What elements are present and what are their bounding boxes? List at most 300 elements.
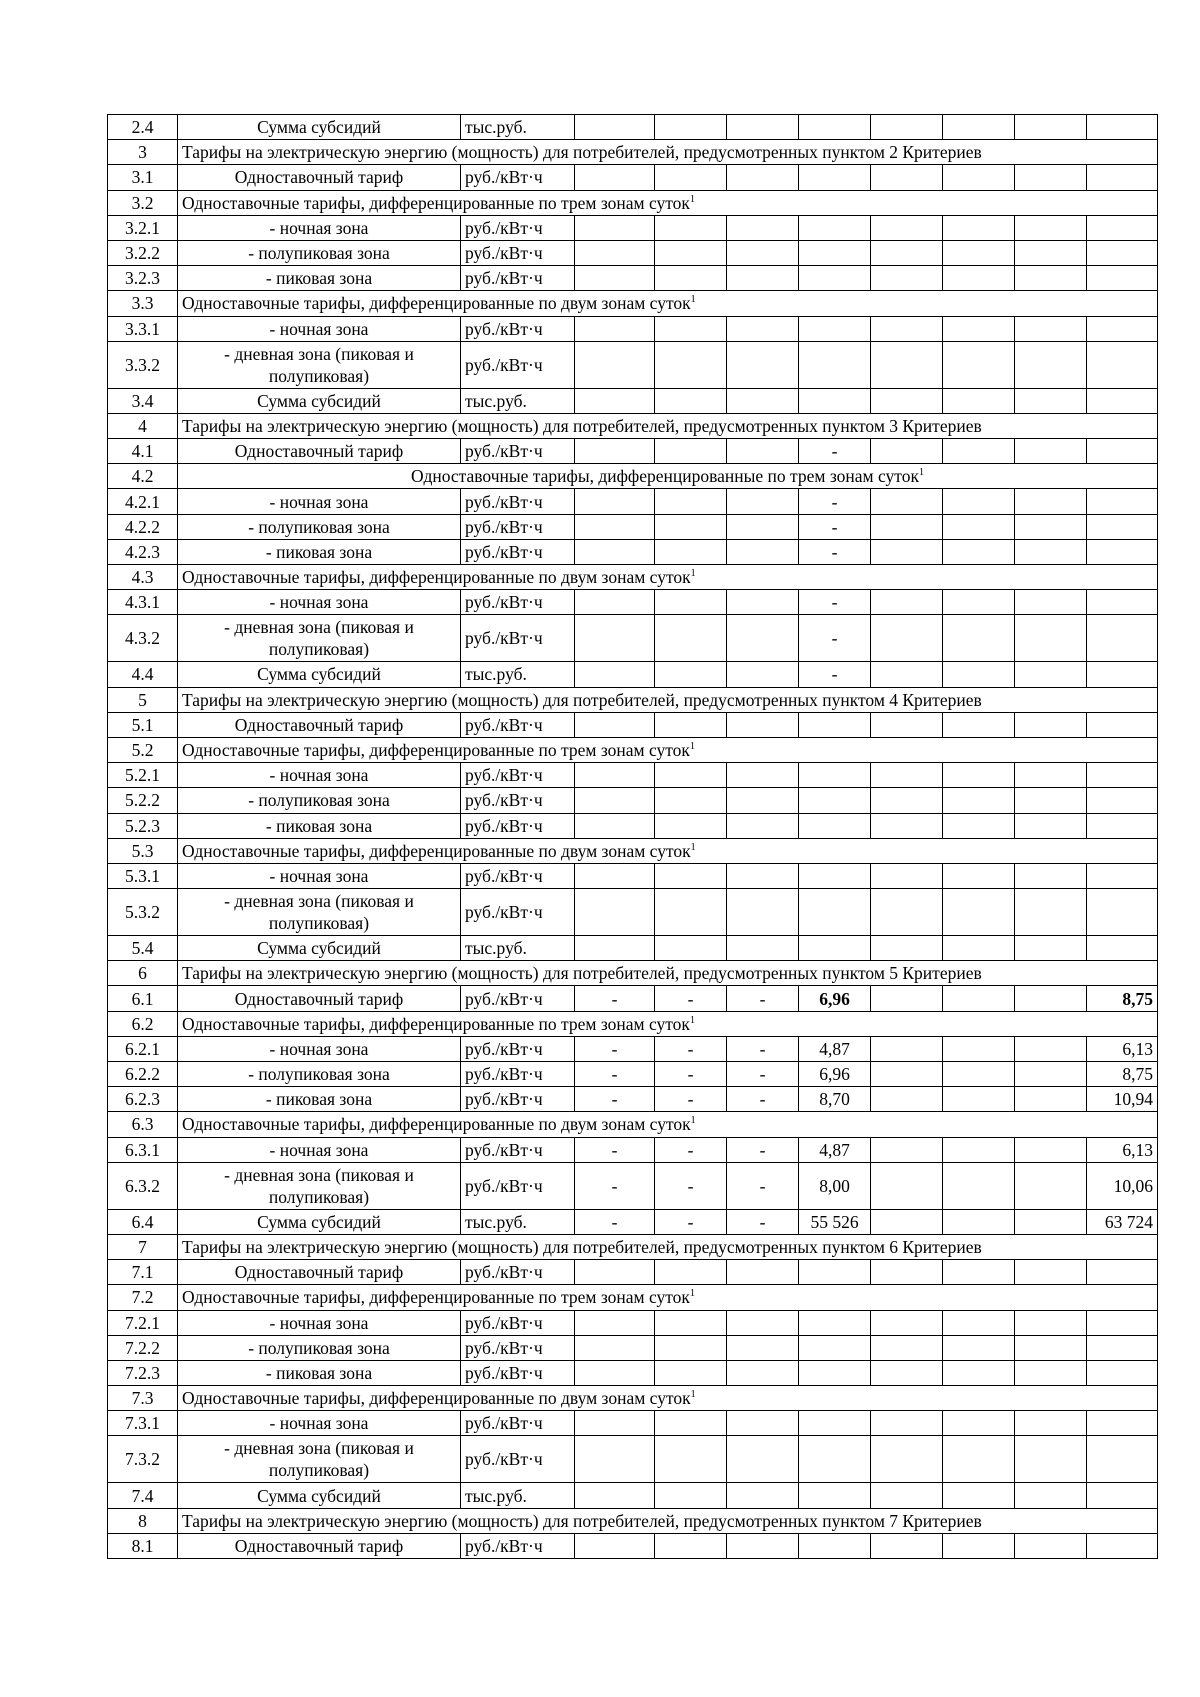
footnote-marker: 1: [689, 1014, 695, 1026]
section-title: Тарифы на электрическую энергию (мощность) для потребителей, предусмотренных пунктом 6 Критериев: [182, 1237, 982, 1258]
section-title-cell: [178, 1112, 1158, 1137]
table-row: [108, 788, 1158, 813]
value-cell: [1087, 1335, 1158, 1360]
row-name: - полупиковая зона: [178, 1335, 461, 1360]
table-row: [108, 1411, 1158, 1436]
row-name: - пиковая зона: [178, 266, 461, 291]
section-title: Тарифы на электрическую энергию (мощность) для потребителей, предусмотренных пунктом 4 Критериев: [182, 689, 982, 710]
row-number: 7.1: [108, 1260, 178, 1285]
table-row: [108, 1137, 1158, 1162]
row-unit: руб./кВт·ч: [461, 986, 575, 1011]
row-unit: тыс.руб.: [461, 936, 575, 961]
value-cell: [575, 388, 655, 413]
section-row: [108, 737, 1158, 762]
row-number: 7.2.3: [108, 1360, 178, 1385]
section-row: [108, 1285, 1158, 1310]
row-unit: руб./кВт·ч: [461, 615, 575, 662]
value-cell: [575, 240, 655, 265]
value-cell: [1015, 1483, 1087, 1508]
value-cell: [1015, 514, 1087, 539]
row-unit: руб./кВт·ч: [461, 1062, 575, 1087]
row-number: 6.2.3: [108, 1087, 178, 1112]
row-unit: руб./кВт·ч: [461, 514, 575, 539]
row-number: 4.2.2: [108, 514, 178, 539]
row-unit: руб./кВт·ч: [461, 1310, 575, 1335]
value-cell: [655, 240, 727, 265]
value-cell: [1015, 1137, 1087, 1162]
section-row: [108, 961, 1158, 986]
value-cell: [943, 615, 1015, 662]
value-cell: [575, 763, 655, 788]
value-cell: [1015, 763, 1087, 788]
value-cell: [1087, 1483, 1158, 1508]
value-cell: [799, 1483, 871, 1508]
row-unit: тыс.руб.: [461, 1483, 575, 1508]
value-cell: [1015, 1062, 1087, 1087]
value-cell: [943, 215, 1015, 240]
value-cell: [871, 763, 943, 788]
row-unit: руб./кВт·ч: [461, 763, 575, 788]
row-number: 3.1: [108, 165, 178, 190]
row-name: Одноставочный тариф: [178, 439, 461, 464]
value-cell: [655, 863, 727, 888]
row-name: Одноставочный тариф: [178, 1260, 461, 1285]
row-name: - ночная зона: [178, 1411, 461, 1436]
value-cell: [943, 539, 1015, 564]
value-cell: [575, 1310, 655, 1335]
value-cell: [727, 388, 799, 413]
row-name: Одноставочный тариф: [178, 1533, 461, 1558]
row-unit: руб./кВт·ч: [461, 1360, 575, 1385]
value-cell: [575, 165, 655, 190]
value-cell: -: [799, 662, 871, 687]
value-cell: [799, 1436, 871, 1483]
value-cell: [655, 1260, 727, 1285]
value-cell: [727, 813, 799, 838]
value-cell: [943, 662, 1015, 687]
row-name: Одноставочный тариф: [178, 986, 461, 1011]
value-cell: -: [575, 1087, 655, 1112]
row-number: 4.2.3: [108, 539, 178, 564]
table-row: [108, 539, 1158, 564]
value-cell: [1087, 439, 1158, 464]
value-cell: 4,87: [799, 1036, 871, 1061]
value-cell: [1087, 863, 1158, 888]
value-cell: [871, 341, 943, 388]
value-cell: [871, 1310, 943, 1335]
value-cell: [1015, 1335, 1087, 1360]
value-cell: [727, 1436, 799, 1483]
value-cell: [655, 662, 727, 687]
value-cell: [871, 1062, 943, 1087]
value-cell: [871, 115, 943, 140]
value-cell: [799, 1310, 871, 1335]
value-cell: [575, 936, 655, 961]
value-cell: [1087, 215, 1158, 240]
section-row: [108, 1112, 1158, 1137]
section-row: [108, 565, 1158, 590]
row-name: - ночная зона: [178, 863, 461, 888]
row-name: - полупиковая зона: [178, 240, 461, 265]
value-cell: [1015, 1162, 1087, 1209]
value-cell: [655, 1335, 727, 1360]
value-cell: [1087, 662, 1158, 687]
value-cell: [727, 763, 799, 788]
row-unit: руб./кВт·ч: [461, 316, 575, 341]
row-number: 6.3: [108, 1112, 178, 1137]
row-name: Сумма субсидий: [178, 662, 461, 687]
value-cell: [871, 539, 943, 564]
value-cell: [943, 266, 1015, 291]
value-cell: [1015, 813, 1087, 838]
value-cell: [1087, 763, 1158, 788]
value-cell: [943, 986, 1015, 1011]
row-number: 8.1: [108, 1533, 178, 1558]
value-cell: [1087, 813, 1158, 838]
value-cell: [727, 788, 799, 813]
row-number: 8: [108, 1508, 178, 1533]
row-number: 7.2.1: [108, 1310, 178, 1335]
value-cell: -: [799, 489, 871, 514]
value-cell: [1015, 439, 1087, 464]
row-number: 3.2: [108, 190, 178, 215]
value-cell: [1087, 1310, 1158, 1335]
value-cell: [655, 1411, 727, 1436]
value-cell: [727, 341, 799, 388]
section-row: [108, 1508, 1158, 1533]
value-cell: [1015, 1036, 1087, 1061]
value-cell: [943, 763, 1015, 788]
value-cell: -: [655, 1087, 727, 1112]
row-number: 3.2.1: [108, 215, 178, 240]
value-cell: -: [799, 439, 871, 464]
row-number: 4.2.1: [108, 489, 178, 514]
value-cell: [799, 1360, 871, 1385]
value-cell: [1015, 316, 1087, 341]
footnote-marker: 1: [918, 467, 924, 479]
row-number: 6.3.1: [108, 1137, 178, 1162]
value-cell: [1015, 889, 1087, 936]
value-cell: [575, 590, 655, 615]
row-number: 5.3.1: [108, 863, 178, 888]
row-unit: руб./кВт·ч: [461, 813, 575, 838]
section-title-cell: [178, 961, 1158, 986]
table-row: [108, 316, 1158, 341]
value-cell: [943, 1411, 1015, 1436]
value-cell: [1015, 590, 1087, 615]
value-cell: [575, 1483, 655, 1508]
value-cell: -: [655, 986, 727, 1011]
section-row: [108, 190, 1158, 215]
value-cell: [943, 1162, 1015, 1209]
value-cell: [871, 1411, 943, 1436]
value-cell: [575, 662, 655, 687]
value-cell: [727, 662, 799, 687]
table-body: [108, 115, 1158, 1559]
value-cell: [1015, 165, 1087, 190]
footnote-marker: 1: [690, 568, 696, 580]
value-cell: [943, 115, 1015, 140]
row-name: - дневная зона (пиковая и полупиковая): [178, 889, 461, 936]
section-row: [108, 838, 1158, 863]
row-name: - пиковая зона: [178, 1360, 461, 1385]
row-unit: руб./кВт·ч: [461, 1533, 575, 1558]
value-cell: [943, 165, 1015, 190]
value-cell: [871, 1209, 943, 1234]
section-title: Одноставочные тарифы, дифференцированные по трем зонам суток: [182, 740, 690, 761]
value-cell: [1087, 489, 1158, 514]
value-cell: [943, 1533, 1015, 1558]
section-title: Одноставочные тарифы, дифференцированные по двум зонам суток: [182, 1388, 691, 1409]
footnote-marker: 1: [689, 741, 695, 753]
value-cell: [655, 388, 727, 413]
value-cell: [727, 215, 799, 240]
value-cell: [727, 266, 799, 291]
row-unit: руб./кВт·ч: [461, 863, 575, 888]
value-cell: [655, 813, 727, 838]
value-cell: [799, 165, 871, 190]
row-number: 6: [108, 961, 178, 986]
section-title: Одноставочные тарифы, дифференцированные по трем зонам суток: [182, 1287, 690, 1308]
value-cell: [1015, 712, 1087, 737]
table-row: [108, 615, 1158, 662]
row-unit: руб./кВт·ч: [461, 215, 575, 240]
section-row: [108, 1386, 1158, 1411]
table-row: [108, 1436, 1158, 1483]
value-cell: [1087, 388, 1158, 413]
table-row: [108, 986, 1158, 1011]
value-cell: [655, 439, 727, 464]
row-number: 7.2.2: [108, 1335, 178, 1360]
value-cell: [799, 1533, 871, 1558]
value-cell: -: [799, 590, 871, 615]
section-title-cell: [178, 1386, 1158, 1411]
value-cell: [943, 788, 1015, 813]
value-cell: [1087, 936, 1158, 961]
value-cell: [575, 1533, 655, 1558]
section-title: Тарифы на электрическую энергию (мощность) для потребителей, предусмотренных пунктом 3 Критериев: [182, 415, 982, 436]
value-cell: 6,13: [1087, 1036, 1158, 1061]
value-cell: -: [727, 1062, 799, 1087]
value-cell: 10,94: [1087, 1087, 1158, 1112]
section-title: Одноставочные тарифы, дифференцированные по трем зонам суток: [182, 1013, 690, 1034]
value-cell: [871, 1335, 943, 1360]
value-cell: [1087, 514, 1158, 539]
value-cell: [655, 788, 727, 813]
value-cell: [871, 1260, 943, 1285]
value-cell: [943, 240, 1015, 265]
value-cell: 8,75: [1087, 986, 1158, 1011]
section-title-cell: [178, 1285, 1158, 1310]
row-name: - полупиковая зона: [178, 1062, 461, 1087]
row-number: 5.2.1: [108, 763, 178, 788]
value-cell: [727, 115, 799, 140]
value-cell: [871, 1137, 943, 1162]
value-cell: [655, 489, 727, 514]
value-cell: [727, 514, 799, 539]
value-cell: [1015, 986, 1087, 1011]
value-cell: 6,96: [799, 986, 871, 1011]
table-row: [108, 1087, 1158, 1112]
row-unit: руб./кВт·ч: [461, 712, 575, 737]
value-cell: [1015, 1260, 1087, 1285]
value-cell: [943, 439, 1015, 464]
row-number: 5.2.3: [108, 813, 178, 838]
value-cell: 63 724: [1087, 1209, 1158, 1234]
section-title: Одноставочные тарифы, дифференцированные по двум зонам суток: [182, 840, 691, 861]
value-cell: [943, 1335, 1015, 1360]
value-cell: -: [655, 1062, 727, 1087]
value-cell: [943, 1483, 1015, 1508]
row-unit: руб./кВт·ч: [461, 889, 575, 936]
value-cell: [1087, 115, 1158, 140]
value-cell: [575, 1335, 655, 1360]
value-cell: [1015, 615, 1087, 662]
value-cell: [1015, 1087, 1087, 1112]
value-cell: [943, 863, 1015, 888]
value-cell: [943, 712, 1015, 737]
row-name: Сумма субсидий: [178, 115, 461, 140]
value-cell: [871, 712, 943, 737]
value-cell: -: [727, 1162, 799, 1209]
section-title: Одноставочные тарифы, дифференцированные по трем зонам суток: [411, 466, 919, 487]
table-row: [108, 215, 1158, 240]
value-cell: [1087, 341, 1158, 388]
table-row: [108, 863, 1158, 888]
value-cell: -: [655, 1162, 727, 1209]
table-row: [108, 763, 1158, 788]
value-cell: [575, 539, 655, 564]
row-number: 6.2.1: [108, 1036, 178, 1061]
value-cell: [1015, 240, 1087, 265]
row-name: - ночная зона: [178, 590, 461, 615]
row-name: - ночная зона: [178, 1137, 461, 1162]
row-number: 6.2: [108, 1011, 178, 1036]
section-title-cell: [178, 1508, 1158, 1533]
row-number: 3.3: [108, 291, 178, 316]
row-name: Одноставочный тариф: [178, 712, 461, 737]
footnote-marker: 1: [690, 841, 696, 853]
value-cell: [871, 1360, 943, 1385]
value-cell: [727, 1411, 799, 1436]
row-unit: руб./кВт·ч: [461, 1137, 575, 1162]
value-cell: [727, 539, 799, 564]
section-row: [108, 1011, 1158, 1036]
value-cell: [575, 712, 655, 737]
row-number: 6.3.2: [108, 1162, 178, 1209]
value-cell: [871, 1087, 943, 1112]
row-unit: руб./кВт·ч: [461, 1436, 575, 1483]
row-name: Сумма субсидий: [178, 388, 461, 413]
section-title-cell: [178, 190, 1158, 215]
row-unit: руб./кВт·ч: [461, 590, 575, 615]
value-cell: [943, 388, 1015, 413]
value-cell: [871, 165, 943, 190]
value-cell: [1087, 1411, 1158, 1436]
footnote-marker: 1: [690, 1115, 696, 1127]
row-number: 4.4: [108, 662, 178, 687]
row-number: 5.1: [108, 712, 178, 737]
table-row: [108, 1062, 1158, 1087]
value-cell: [1087, 1260, 1158, 1285]
section-row: [108, 291, 1158, 316]
value-cell: [943, 1360, 1015, 1385]
value-cell: [655, 936, 727, 961]
value-cell: [1087, 316, 1158, 341]
row-name: - ночная зона: [178, 763, 461, 788]
value-cell: [727, 1260, 799, 1285]
value-cell: [799, 813, 871, 838]
value-cell: [727, 489, 799, 514]
value-cell: [727, 936, 799, 961]
value-cell: [1015, 1533, 1087, 1558]
row-name: Сумма субсидий: [178, 1483, 461, 1508]
value-cell: [799, 341, 871, 388]
table-row: [108, 590, 1158, 615]
value-cell: [655, 1360, 727, 1385]
row-name: - дневная зона (пиковая и полупиковая): [178, 1436, 461, 1483]
table-row: [108, 439, 1158, 464]
row-number: 3.4: [108, 388, 178, 413]
section-row: [108, 1234, 1158, 1259]
value-cell: -: [799, 514, 871, 539]
section-title: Одноставочные тарифы, дифференцированные по двум зонам суток: [182, 1114, 691, 1135]
row-number: 5.2: [108, 737, 178, 762]
table-row: [108, 1360, 1158, 1385]
value-cell: [1015, 1436, 1087, 1483]
value-cell: [943, 1087, 1015, 1112]
value-cell: [1087, 889, 1158, 936]
value-cell: [1015, 1360, 1087, 1385]
row-unit: руб./кВт·ч: [461, 341, 575, 388]
value-cell: [575, 813, 655, 838]
row-number: 7.4: [108, 1483, 178, 1508]
footnote-marker: 1: [689, 193, 695, 205]
value-cell: [1015, 215, 1087, 240]
section-row: [108, 413, 1158, 438]
value-cell: [1015, 341, 1087, 388]
value-cell: -: [655, 1036, 727, 1061]
row-number: 3.3.2: [108, 341, 178, 388]
section-row: [108, 687, 1158, 712]
section-title: Тарифы на электрическую энергию (мощность) для потребителей, предусмотренных пунктом 5 Критериев: [182, 963, 982, 984]
value-cell: [943, 1436, 1015, 1483]
value-cell: -: [575, 1062, 655, 1087]
table-row: [108, 266, 1158, 291]
value-cell: [943, 1209, 1015, 1234]
value-cell: [871, 936, 943, 961]
value-cell: [727, 889, 799, 936]
value-cell: 8,70: [799, 1087, 871, 1112]
value-cell: [655, 266, 727, 291]
value-cell: [1015, 1209, 1087, 1234]
value-cell: [727, 863, 799, 888]
section-title: Тарифы на электрическую энергию (мощность) для потребителей, предусмотренных пунктом 2 Критериев: [182, 142, 982, 163]
value-cell: [1087, 240, 1158, 265]
row-number: 5.2.2: [108, 788, 178, 813]
value-cell: 8,75: [1087, 1062, 1158, 1087]
value-cell: [575, 316, 655, 341]
row-unit: руб./кВт·ч: [461, 489, 575, 514]
table-row: [108, 240, 1158, 265]
value-cell: [943, 1062, 1015, 1087]
value-cell: [943, 936, 1015, 961]
row-number: 3.2.3: [108, 266, 178, 291]
value-cell: 8,00: [799, 1162, 871, 1209]
value-cell: [799, 1335, 871, 1360]
row-name: - дневная зона (пиковая и полупиковая): [178, 615, 461, 662]
value-cell: [943, 813, 1015, 838]
